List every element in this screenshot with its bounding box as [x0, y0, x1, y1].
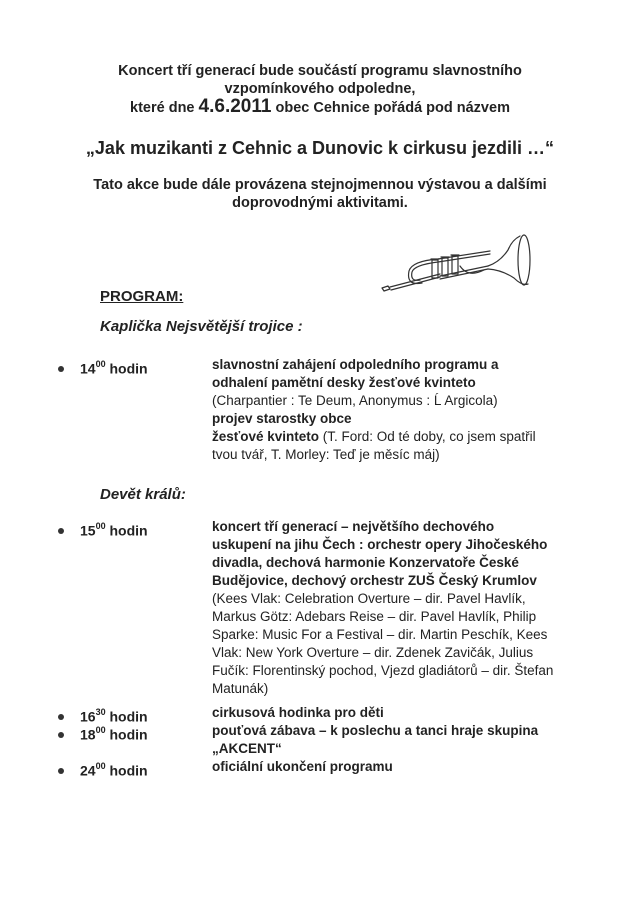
- item-desc-18: [212, 722, 584, 758]
- desc-line: uskupení na jihu Čech : orchestr opery Jihočeského: [212, 537, 548, 552]
- intro-line-1: Koncert tří generací bude součástí programu slavnostního: [118, 63, 522, 79]
- desc-line: oficiální ukončení programu: [212, 759, 393, 774]
- time-hour: 15: [80, 522, 96, 539]
- time-unit: hodin: [109, 522, 148, 539]
- bullet: [58, 768, 64, 774]
- intro-line-3: [60, 98, 580, 117]
- desc-line: tvou tvář, T. Morley: Teď je měsíc máj): [212, 447, 440, 462]
- desc-line: „AKCENT“: [212, 741, 282, 756]
- time-hour: 24: [80, 762, 96, 779]
- time-unit: hodin: [109, 762, 148, 779]
- bullet: [58, 528, 64, 534]
- desc-line: koncert tří generací – největšího dechového: [212, 519, 495, 534]
- time-unit: hodin: [109, 726, 148, 743]
- note-line-1: Tato akce bude dále provázena stejnojmennou výstavou a dalšími: [93, 177, 547, 193]
- intro-line-3-pre: které dne: [130, 100, 195, 116]
- desc-line: Fučík: Florentinský pochod, Vjezd gladiátorů – dir. Štefan: [212, 663, 554, 678]
- program-label: PROGRAM:: [100, 288, 184, 305]
- time-15: [80, 518, 200, 540]
- desc-line: Matunák): [212, 681, 269, 696]
- desc-line: Markus Götz: Adebars Reise – dir. Pavel Havlík, Philip: [212, 609, 537, 624]
- item-desc-14: [212, 356, 584, 464]
- intro-heading: [60, 62, 580, 117]
- desc-line: (Kees Vlak: Celebration Overture – dir. Pavel Havlík,: [212, 591, 526, 606]
- desc-line: odhalení pamětní desky žesťové kvinteto: [212, 375, 476, 390]
- trumpet-icon: [380, 232, 532, 302]
- time-min: 00: [95, 761, 106, 771]
- desc-line: Sparke: Music For a Festival – dir. Martin Peschík, Kees: [212, 627, 548, 642]
- time-hour: 14: [80, 360, 96, 377]
- desc-line: projev starostky obce: [212, 411, 352, 426]
- desc-line: (Charpantier : Te Deum, Anonymus : Ĺ Argicola): [212, 393, 498, 408]
- intro-line-2: vzpomínkového odpoledne,: [224, 81, 416, 97]
- desc-line: slavnostní zahájení odpoledního programu a: [212, 357, 499, 372]
- section-title-devet-kralu: Devět králů:: [100, 486, 186, 503]
- bullet: [58, 366, 64, 372]
- bullet: [58, 714, 64, 720]
- time-min: 00: [95, 521, 106, 531]
- item-desc-15: [212, 518, 584, 698]
- time-14: [80, 356, 200, 378]
- time-min: 00: [95, 725, 106, 735]
- time-unit: hodin: [109, 360, 148, 377]
- desc-line: Budějovice, dechový orchestr ZUŠ Český Krumlov: [212, 573, 537, 588]
- note: [70, 176, 570, 212]
- desc-normal: (T. Ford: Od té doby, co jsem spatřil: [319, 429, 536, 444]
- desc-line: pouťová zábava – k poslechu a tanci hraje skupina: [212, 723, 539, 738]
- note-line-2: doprovodnými aktivitami.: [232, 195, 408, 211]
- event-title: „Jak muzikanti z Cehnic a Dunovic k cirkusu jezdili …“: [85, 138, 555, 158]
- bullet: [58, 732, 64, 738]
- desc-bold: žesťové kvinteto: [212, 429, 320, 444]
- item-desc-16: [212, 704, 584, 722]
- desc-line: [212, 428, 584, 446]
- intro-line-3-post: obec Cehnice pořádá pod názvem: [275, 100, 510, 116]
- item-desc-24: [212, 758, 584, 776]
- time-18: [80, 722, 200, 744]
- desc-line: cirkusová hodinka pro děti: [212, 705, 384, 720]
- section-title-kaplicka: Kaplička Nejsvětější trojice :: [100, 318, 303, 335]
- time-min: 00: [95, 359, 106, 369]
- time-unit: hodin: [109, 708, 148, 725]
- event-date: 4.6.2011: [198, 96, 272, 117]
- desc-line: divadla, dechová harmonie Konzervatoře České: [212, 555, 519, 570]
- time-min: 30: [95, 707, 106, 717]
- time-hour: 18: [80, 726, 96, 743]
- time-24: [80, 758, 200, 780]
- desc-line: Vlak: New York Overture – dir. Zdenek Zavičák, Julius: [212, 645, 534, 660]
- time-hour: 16: [80, 708, 96, 725]
